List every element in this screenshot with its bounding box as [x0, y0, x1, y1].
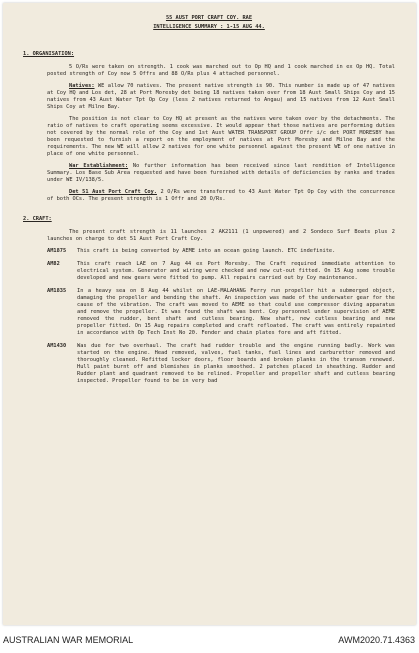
- war-establishment-text: No further information has been received since last rendition of Intelligence Summary. Los Base Sub Area requested and have been furnished with details of deficiencies by ranks and trades under WE IV/138/5.: [47, 163, 395, 183]
- craft-text: This craft is being converted by AEME into an ocean going launch. ETC indefinite.: [77, 248, 336, 254]
- section-heading-craft: 2. CRAFT:: [23, 216, 52, 222]
- war-establishment-label: War Establishment:: [69, 163, 129, 169]
- craft-entry: [47, 343, 395, 385]
- craft-section: [23, 229, 395, 385]
- craft-entry: [47, 248, 395, 255]
- craft-entry: [47, 288, 395, 337]
- document-title: 55 AUST PORT CRAFT COY. RAE: [165, 15, 253, 21]
- document-body: [23, 15, 395, 391]
- archive-footer: [0, 631, 419, 653]
- natives-text: WE allow 70 natives. The present native strength is 90. This number is made up of 47 natives at Coy HQ and Los det, 28 at Port Moresby det being 18 natives taken over from 18 Aust Small Ships Coy and 15 natives from 43 Aust Water Tpt Op Coy (less 2 natives returned to Angau) and 15 natives from 12 Aust Small Ships Coy at Milne Bay.: [47, 83, 395, 110]
- craft-intro-paragraph: The present craft strength is 11 launches 2 AK2111 (1 unpowered) and 2 Sondeco Surf Boats plus 2 launches on charge to det 51 Aust Port Craft Coy.: [47, 229, 395, 242]
- detachment-label: Det 51 Aust Port Craft Coy.: [69, 189, 157, 195]
- craft-text: In a heavy sea on 8 Aug 44 whilst on LAE-MALAHANG Ferry run propeller hit a submerged object, damaging the propeller and bending the shaft. An inspection was made of the underwater gear for the cause of the vibration. The craft was moved to AEME so that could use compressor diving apparatus and remove the propeller. It was found the shaft was bent. Coy personnel under supervision of AEME removed the rudder, bent shaft and cutless bearing. New shaft, new cutless bearing and new propeller fitted. On 15 Aug repairs completed and craft refloated. The craft was entirely repainted in accordance with Op Tech Inst No 20. Fender and chain plates fore and aft fitted.: [77, 288, 395, 336]
- organisation-section: [23, 64, 395, 203]
- natives-label: Natives:: [69, 83, 95, 89]
- natives-paragraph: [47, 83, 395, 111]
- craft-id: AM1875: [47, 248, 67, 254]
- organisation-paragraph: 5 O/Rs were taken on strength. 1 cook was marched out to Op HQ and 1 cook marched in ex Op HQ. Total posted strength of Coy now 5 Offrs and 88 O/Rs plus 4 attached personnel.: [47, 64, 395, 77]
- detachment-paragraph: [47, 189, 395, 203]
- archive-reference: AWM2020.71.4363: [338, 635, 415, 645]
- section-heading-organisation: 1. ORGANISATION:: [23, 51, 75, 57]
- craft-text: This craft reach LAE on 7 Aug 44 ex Port Moresby. The Craft required immediate attention to electrical system. Generator and wiring were checked and new cut-out fitted. On 15 Aug some trouble developed and new gears were fitted to pump. All repairs carried out by Coy maintenance.: [77, 261, 395, 281]
- document-subtitle: INTELLIGENCE SUMMARY : 1-15 AUG 44.: [153, 24, 265, 30]
- craft-id: AM1430: [47, 343, 67, 349]
- craft-entry: [47, 261, 395, 282]
- document-sheet: [3, 3, 416, 625]
- archive-name: AUSTRALIAN WAR MEMORIAL: [3, 635, 134, 645]
- natives-position-paragraph: The position is not clear to Coy HQ at present as the natives were taken over by the detachments. The ratio of natives to craft operating seems excessive. It would appear that those natives are performing duties not covered by the normal role of the Coy and 1st Aust WATER TRANSPORT GROUP Offr i/c det PORT MORESBY has been requested to furnish a report on the employment of natives at Port Moresby and Milne Bay and the requirements. The new WE will allow 2 natives for one white personnel against the present WE of one native in place of one white personnel.: [47, 116, 395, 157]
- craft-id: AM1835: [47, 288, 67, 294]
- craft-id: AM82: [47, 261, 60, 267]
- craft-text: Was due for two overhaul. The craft had rudder trouble and the engine running badly. Work was started on the engine. Head removed, valves, fuel tanks, fuel lines and carburettor removed and thoroughly cleaned. Refitted locker doors, floor boards and broken planks in the transom renewed. Hull paint burnt off and blemishes in planks smoothed. 2 patches placed in sheathing. Rudder and Rudder plant and quadrant removed to be relined. Propeller and propeller shaft and cutless bearing inspected. Propeller found to be in very bad: [77, 343, 395, 384]
- war-establishment-paragraph: [47, 163, 395, 184]
- detachment-text: 2 O/Rs were transferred to 43 Aust Water Tpt Op Coy with the concurrence of both OCs. The present strength is 1 Offr and 20 O/Rs.: [47, 189, 395, 202]
